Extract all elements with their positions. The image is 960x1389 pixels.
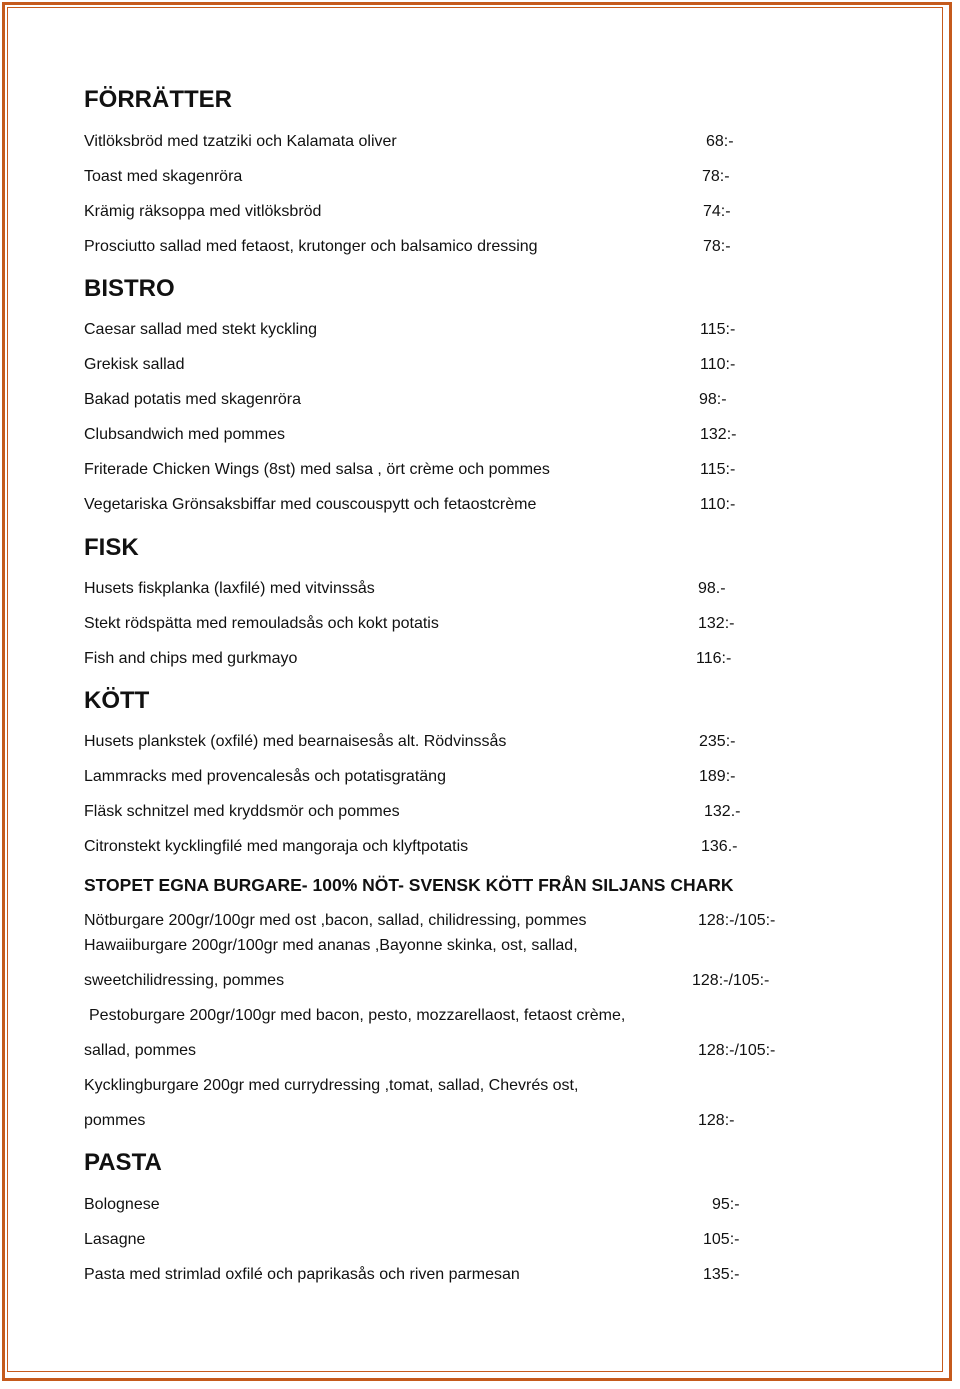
menu-item-price: 135:- — [703, 1266, 740, 1283]
menu-item-price: 116:- — [696, 650, 732, 667]
section-title-fisk: FISK — [84, 534, 139, 561]
menu-item-price: 128:-/105:- — [698, 912, 776, 929]
menu-item-continued: pommes — [84, 1112, 146, 1129]
menu-item-price: 98:- — [699, 391, 727, 408]
menu-item: Hawaiiburgare 200gr/100gr med ananas ,Bayonne skinka, ost, sallad, — [84, 937, 578, 954]
menu-item: Toast med skagenröra — [84, 168, 243, 185]
menu-item-continued: sweetchilidressing, pommes — [84, 972, 285, 989]
section-title-kott: KÖTT — [84, 687, 150, 714]
menu-item: Bakad potatis med skagenröra — [84, 391, 302, 408]
menu-item-price: 98.- — [698, 580, 726, 597]
menu-item: Stekt rödspätta med remouladsås och kokt potatis — [84, 615, 439, 632]
menu-item-price: 136.- — [701, 838, 738, 855]
menu-item: Grekisk sallad — [84, 356, 185, 373]
menu-item-price: 78:- — [702, 168, 730, 185]
menu-item-price: 115:- — [700, 461, 736, 478]
menu-item-price: 95:- — [712, 1196, 740, 1213]
menu-item: Krämig räksoppa med vitlöksbröd — [84, 203, 322, 220]
menu-item-price: 105:- — [703, 1231, 740, 1248]
section-title-forratter: FÖRRÄTTER — [84, 86, 232, 113]
section-title-bistro: BISTRO — [84, 275, 175, 302]
menu-item: Husets plankstek (oxfilé) med bearnaisesås alt. Rödvinssås — [84, 733, 507, 750]
menu-item: Nötburgare 200gr/100gr med ost ,bacon, sallad, chilidressing, pommes — [84, 912, 587, 929]
menu-item: Prosciutto sallad med fetaost, krutonger och balsamico dressing — [84, 238, 538, 255]
menu-item-price: 68:- — [706, 133, 734, 150]
menu-item: Fish and chips med gurkmayo — [84, 650, 298, 667]
menu-item-price: 74:- — [703, 203, 731, 220]
menu-item: Pestoburgare 200gr/100gr med bacon, pesto, mozzarellaost, fetaost crème, — [89, 1007, 626, 1024]
menu-item-price: 128:-/105:- — [698, 1042, 776, 1059]
menu-item: Fläsk schnitzel med kryddsmör och pommes — [84, 803, 400, 820]
menu-item: Vegetariska Grönsaksbiffar med couscouspytt och fetaostcrème — [84, 496, 537, 513]
menu-item: Citronstekt kycklingfilé med mangoraja och klyftpotatis — [84, 838, 469, 855]
menu-item-price: 235:- — [699, 733, 736, 750]
menu-item: Husets fiskplanka (laxfilé) med vitvinssås — [84, 580, 375, 597]
menu-item: Lasagne — [84, 1231, 146, 1248]
menu-item: Pasta med strimlad oxfilé och paprikasås och riven parmesan — [84, 1266, 520, 1283]
menu-item: Vitlöksbröd med tzatziki och Kalamata oliver — [84, 133, 397, 150]
menu-item-price: 189:- — [699, 768, 736, 785]
menu-item-price: 110:- — [700, 496, 736, 513]
menu-item: Friterade Chicken Wings (8st) med salsa , ört crème och pommes — [84, 461, 550, 478]
menu-item-price: 115:- — [700, 321, 736, 338]
menu-item: Bolognese — [84, 1196, 160, 1213]
menu-item-price: 78:- — [703, 238, 731, 255]
menu-item-price: 132.- — [704, 803, 741, 820]
menu-item-price: 128:-/105:- — [692, 972, 770, 989]
menu-item: Lammracks med provencalesås och potatisgratäng — [84, 768, 446, 785]
menu-item: Clubsandwich med pommes — [84, 426, 285, 443]
menu-item-price: 132:- — [700, 426, 737, 443]
menu-item-continued: sallad, pommes — [84, 1042, 197, 1059]
menu-item-price: 132:- — [698, 615, 735, 632]
menu-item-price: 128:- — [698, 1112, 735, 1129]
menu-item: Caesar sallad med stekt kyckling — [84, 321, 317, 338]
section-title-pasta: PASTA — [84, 1149, 162, 1176]
section-title-burgare: STOPET EGNA BURGARE- 100% NÖT- SVENSK KÖTT FRÅN SILJANS CHARK — [84, 875, 734, 895]
menu-item: Kycklingburgare 200gr med currydressing ,tomat, sallad, Chevrés ost, — [84, 1077, 579, 1094]
menu-item-price: 110:- — [700, 356, 736, 373]
